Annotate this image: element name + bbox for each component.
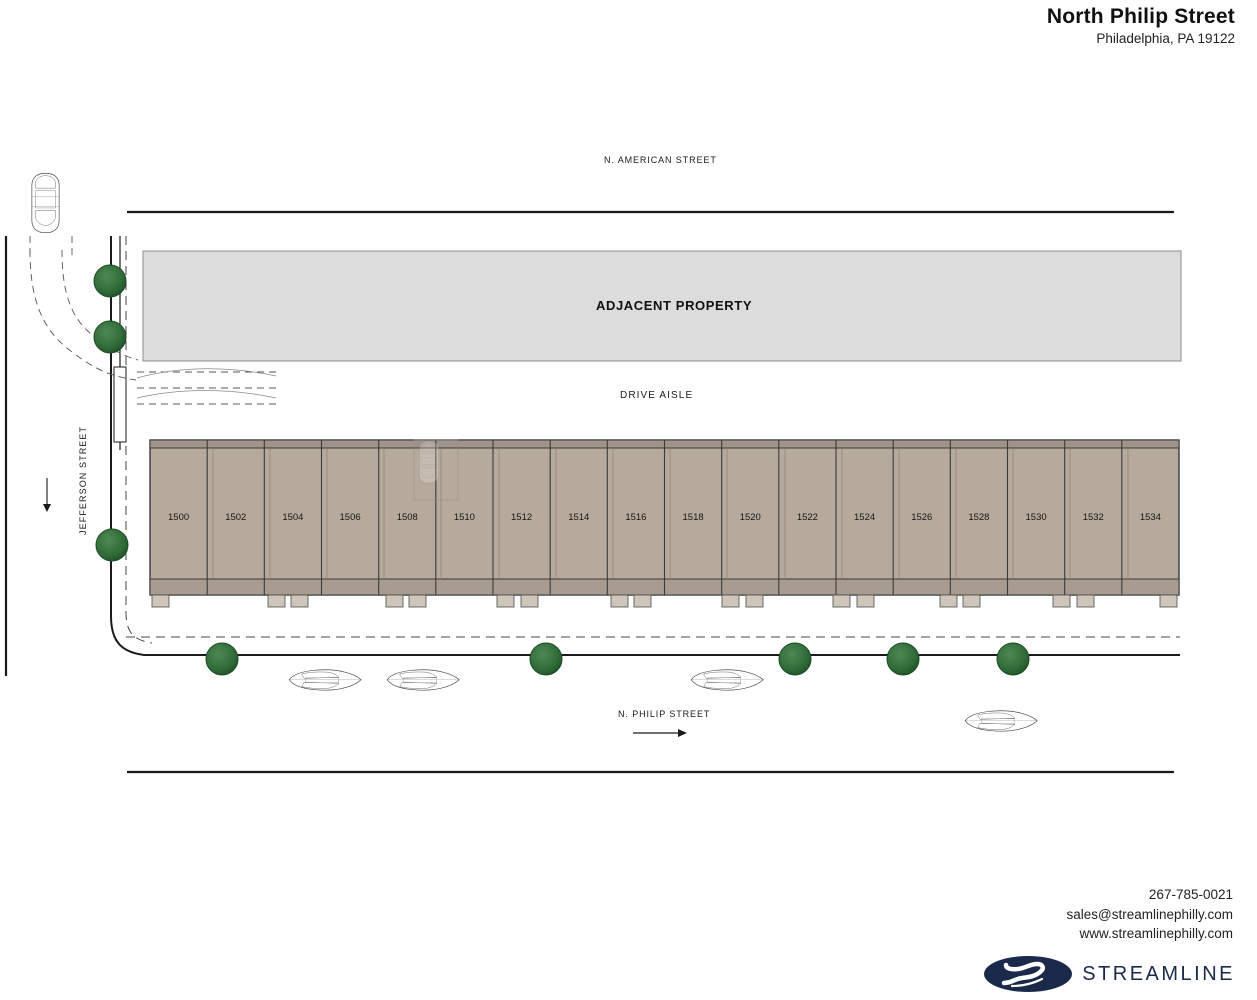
unit-label: 1526 [911,512,933,523]
label-jefferson-street: JEFFERSON STREET [78,425,88,535]
brand-name: STREAMLINE [1082,962,1235,985]
ghost-garage-car [419,441,438,483]
unit-label: 1532 [1082,512,1104,523]
label-adjacent-property: ADJACENT PROPERTY [596,298,753,313]
unit-label: 1528 [968,512,990,523]
car-parked-2 [387,670,459,690]
unit-label: 1512 [511,512,533,523]
unit-label: 1516 [625,512,647,523]
contact-website: www.streamlinephilly.com [1079,926,1233,942]
unit-label: 1510 [453,512,475,523]
drive-aisle-curve-lower [137,391,276,399]
label-philip-street: N. PHILIP STREET [618,709,711,719]
unit-label: 1518 [682,512,704,523]
page-subtitle: Philadelphia, PA 19122 [1096,31,1235,47]
front-stoops [152,595,1177,607]
tree [94,321,126,353]
tree [96,529,128,561]
tree [779,643,811,675]
unit-label: 1506 [339,512,361,523]
contact-block [1066,885,1233,944]
tree [530,643,562,675]
unit-label: 1522 [796,512,818,523]
label-drive-aisle: DRIVE AISLE [620,390,694,401]
car-parked-3 [691,670,763,690]
philip-direction-arrow [633,729,687,737]
car-parked-1 [289,670,361,690]
unit-label: 1534 [1139,512,1161,523]
jefferson-direction-arrow [43,478,51,512]
streamline-wave-icon [982,952,1074,996]
page-title: North Philip Street [1046,5,1235,28]
brand-logo [982,952,1235,996]
car-jefferson [32,173,59,233]
tree [997,643,1029,675]
unit-label: 1508 [396,512,418,523]
tree [206,643,238,675]
unit-label: 1500 [168,512,190,523]
drive-aisle-curve-upper [137,369,276,378]
unit-label: 1504 [282,512,304,523]
tree [887,643,919,675]
unit-label: 1520 [739,512,761,523]
tree [94,265,126,297]
contact-email: sales@streamlinephilly.com [1066,906,1233,922]
townhome-row [150,440,1179,607]
contact-phone: 267-785-0021 [1148,887,1233,903]
unit-label: 1514 [568,512,590,523]
unit-label: 1530 [1025,512,1047,523]
unit-label: 1502 [225,512,247,523]
label-north-american-street: N. AMERICAN STREET [604,155,717,165]
car-parked-4 [965,711,1037,731]
unit-label: 1524 [854,512,876,523]
